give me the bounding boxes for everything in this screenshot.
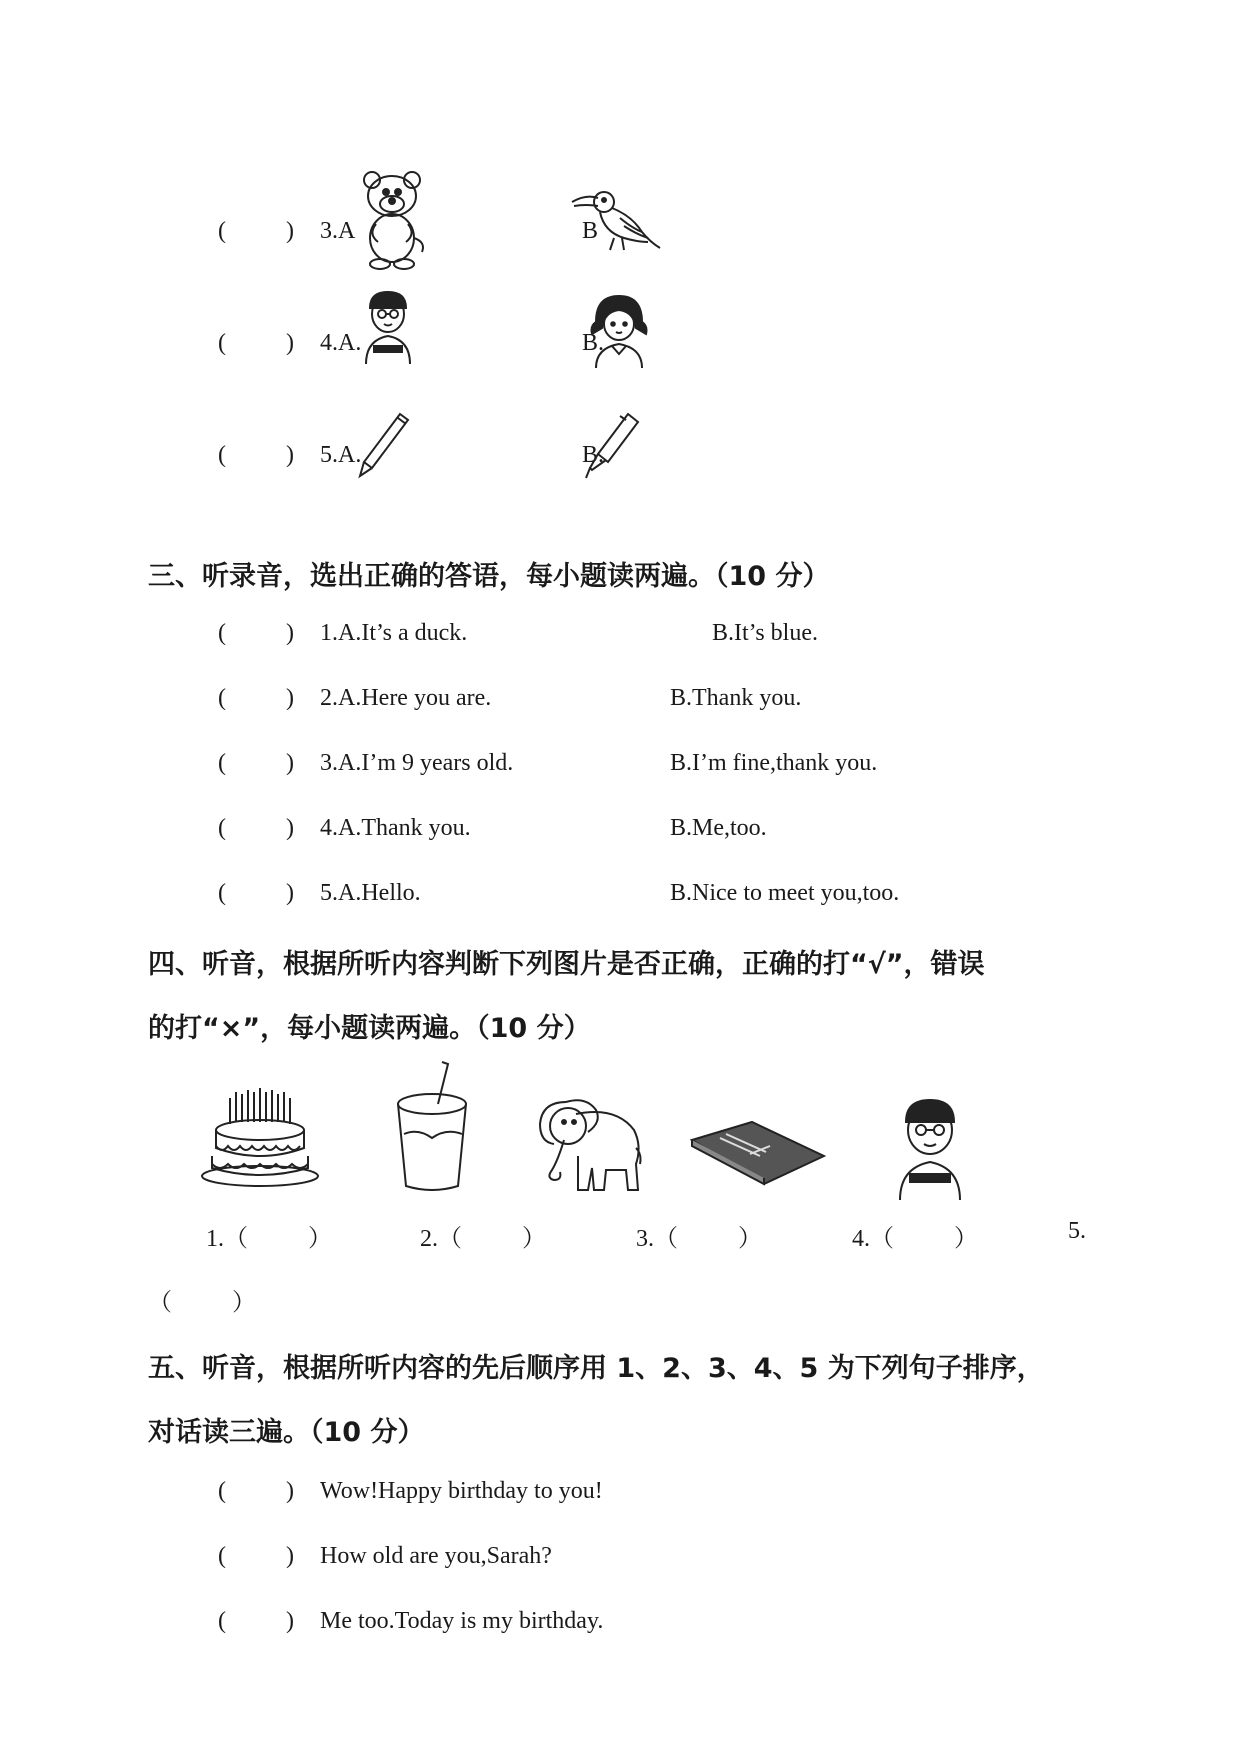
answer-paren[interactable]: ( ) (218, 1608, 294, 1634)
option-b: B.I’m fine,thank you. (670, 750, 878, 776)
answer-paren[interactable]: ( ) (218, 218, 294, 244)
answer-paren[interactable]: ( ) (218, 880, 294, 906)
answer-paren[interactable]: ( ) (218, 685, 294, 711)
answer-paren[interactable]: ( ) (218, 1543, 294, 1569)
option-a: 2.A.Here you are. (320, 685, 492, 711)
boy-icon (360, 290, 416, 366)
answer-slot-2[interactable]: 2.（ ） (420, 1226, 546, 1252)
girl-icon (588, 294, 650, 368)
section-heading-cont: 对话读三遍。（10 分） (148, 1417, 425, 1448)
option-a: 5.A.Hello. (320, 880, 421, 906)
sentence: Me too.Today is my birthday. (320, 1608, 604, 1634)
pen-icon (582, 410, 642, 482)
option-a: 4.A.Thank you. (320, 815, 471, 841)
answer-paren[interactable]: ( ) (218, 815, 294, 841)
sentence: Wow!Happy birthday to you! (320, 1478, 603, 1504)
answer-slot-4[interactable]: 4.（ ） (852, 1226, 978, 1252)
cake-icon (200, 1084, 320, 1190)
boy-icon (892, 1098, 968, 1202)
section-heading: 四、听音，根据所听内容判断下列图片是否正确，正确的打“√”，错误 (148, 949, 985, 980)
option-b: B.Me,too. (670, 815, 767, 841)
section-heading: 五、听音，根据所听内容的先后顺序用 1、2、3、4、5 为下列句子排序， (148, 1353, 1044, 1384)
book-icon (690, 1120, 826, 1186)
option-b-label: B (582, 218, 599, 244)
bear-icon (358, 168, 430, 270)
option-b: B.Nice to meet you,too. (670, 880, 900, 906)
option-b-label: B. (582, 330, 605, 356)
option-a: 3.A.I’m 9 years old. (320, 750, 514, 776)
drink-icon (392, 1060, 472, 1192)
answer-slot-1[interactable]: 1.（ ） (206, 1226, 332, 1252)
answer-slot-5[interactable]: （ ） (148, 1290, 256, 1316)
answer-paren[interactable]: ( ) (218, 1478, 294, 1504)
section-heading: 三、听录音，选出正确的答语，每小题读两遍。（10 分） (148, 561, 830, 592)
answer-paren[interactable]: ( ) (218, 442, 294, 468)
answer-slot-3[interactable]: 3.（ ） (636, 1226, 762, 1252)
option-b-label: B. (582, 442, 605, 468)
bird-icon (570, 186, 662, 252)
elephant-icon (536, 1092, 642, 1196)
option-a-label: 5.A. (320, 442, 362, 468)
answer-paren[interactable]: ( ) (218, 750, 294, 776)
sentence: How old are you,Sarah? (320, 1543, 552, 1569)
pencil-icon (356, 410, 412, 480)
option-a: 1.A.It’s a duck. (320, 620, 468, 646)
option-a-label: 3.A (320, 218, 356, 244)
option-b: B.Thank you. (670, 685, 802, 711)
option-b: B.It’s blue. (712, 620, 818, 646)
answer-slot-5-label: 5. (1068, 1218, 1086, 1244)
answer-paren[interactable]: ( ) (218, 620, 294, 646)
option-a-label: 4.A. (320, 330, 362, 356)
answer-paren[interactable]: ( ) (218, 330, 294, 356)
section-heading-cont: 的打“×”，每小题读两遍。（10 分） (148, 1013, 591, 1044)
